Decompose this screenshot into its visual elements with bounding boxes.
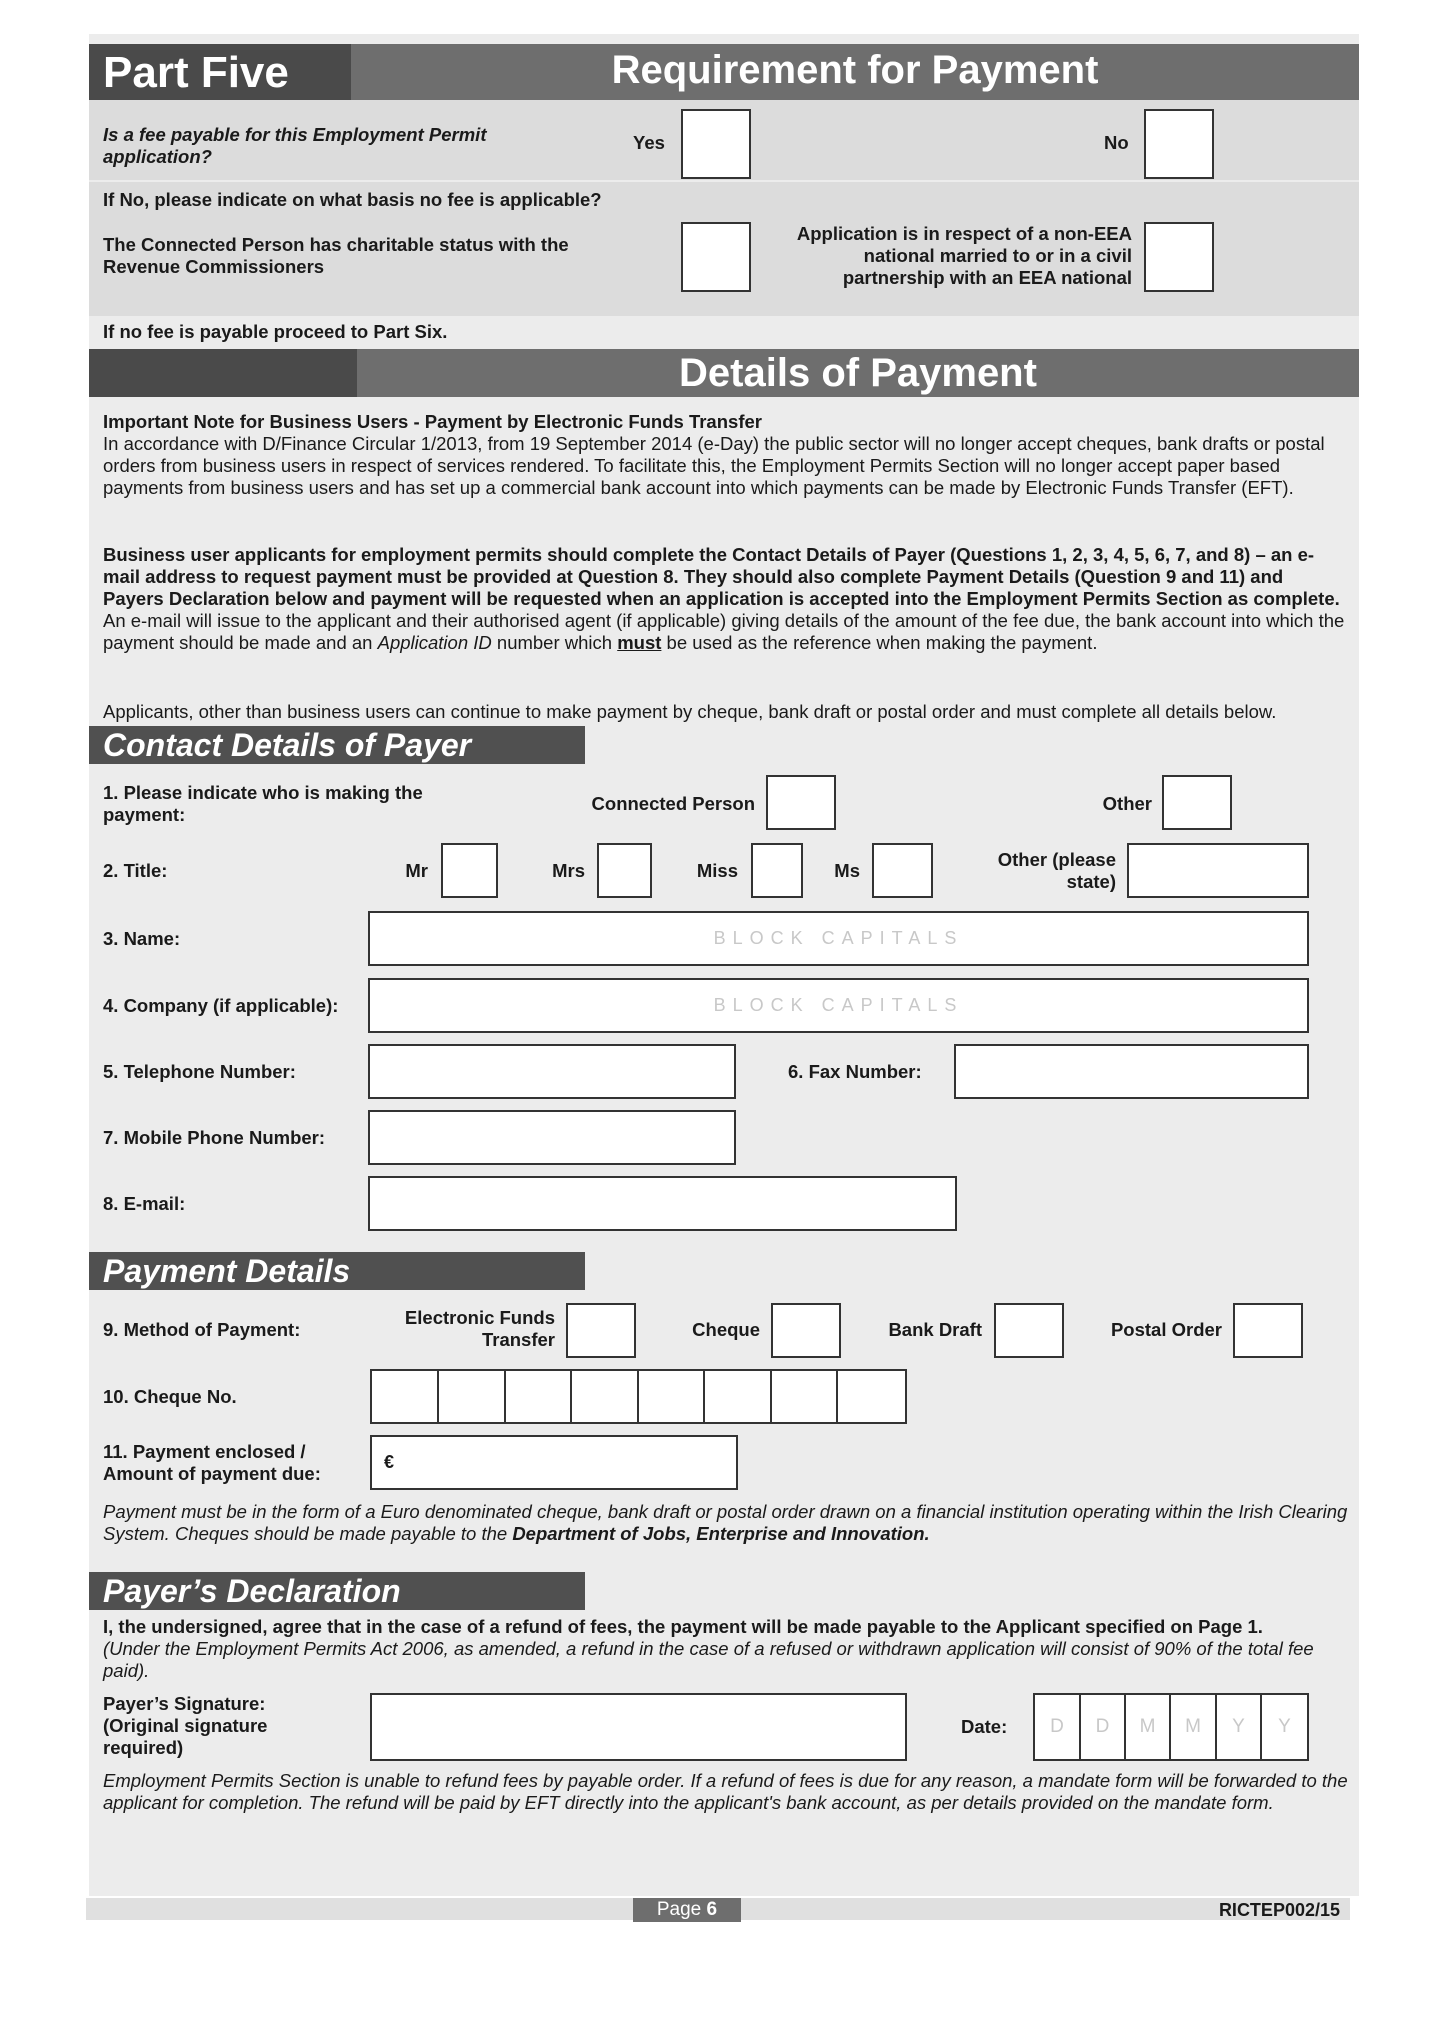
method-draft-checkbox[interactable] — [994, 1303, 1064, 1358]
q10-label: 10. Cheque No. — [103, 1386, 237, 1407]
method-draft-label: Bank Draft — [888, 1319, 982, 1340]
title-mr-checkbox[interactable] — [441, 843, 498, 898]
q1-other-checkbox[interactable] — [1162, 775, 1232, 830]
contact-details-header: Contact Details of Payer — [89, 726, 585, 764]
important-note-para1: In accordance with D/Finance Circular 1/2013, from 19 September 2014 (e-Day) the public sector will no longer accept cheques, bank drafts or postal orders from business users in respect of services rendered. To facilitate this, the Employment Permits Section will no longer accept paper based payments from business users and has set up a commercial bank account into which payments can be made by Electronic Funds Transfer (EFT). — [103, 433, 1325, 498]
important-note-heading: Important Note for Business Users - Payment by Electronic Funds Transfer — [103, 411, 762, 432]
no-fee-basis-question: If No, please indicate on what basis no fee is applicable? — [103, 189, 602, 210]
q7-label: 7. Mobile Phone Number: — [103, 1127, 326, 1148]
title-other-field[interactable] — [1127, 843, 1309, 898]
q1-connected-person-checkbox[interactable] — [766, 775, 836, 830]
payment-note-department: Department of Jobs, Enterprise and Innovation. — [512, 1523, 930, 1544]
fee-no-checkbox[interactable] — [1144, 109, 1214, 179]
q3-label: 3. Name: — [103, 928, 181, 949]
form-code: RICTEP002/15 — [1218, 1900, 1340, 1920]
email-field[interactable] — [368, 1176, 957, 1231]
title-mr-label: Mr — [405, 860, 428, 881]
declaration-statement: I, the undersigned, agree that in the case of a refund of fees, the payment will be made payable to the Applicant specified on Page 1. — [103, 1616, 1263, 1637]
charitable-status-checkbox[interactable] — [681, 222, 751, 292]
cheque-digit-cell — [639, 1371, 705, 1422]
method-eft-label: Electronic Funds Transfer — [404, 1307, 555, 1350]
q11-label: 11. Payment enclosed / Amount of payment due: — [103, 1441, 321, 1484]
para2-text-c: be used as the reference when making the payment. — [661, 632, 1098, 653]
q1-other-label: Other — [1102, 793, 1152, 814]
payment-amount-field[interactable] — [370, 1435, 738, 1490]
method-postal-checkbox[interactable] — [1233, 1303, 1303, 1358]
declaration-header: Payer’s Declaration — [89, 1572, 585, 1610]
date-label: Date: — [961, 1716, 1008, 1737]
cheque-digit-cell — [372, 1371, 439, 1422]
q8-label: 8. E-mail: — [103, 1193, 186, 1214]
date-month-cell: M — [1126, 1695, 1171, 1759]
details-title: Details of Payment — [679, 351, 1037, 395]
fee-yes-checkbox[interactable] — [681, 109, 751, 179]
title-mrs-label: Mrs — [552, 860, 585, 881]
payment-form-note — [103, 1501, 1353, 1545]
method-postal-label: Postal Order — [1110, 1319, 1222, 1340]
para2-bold-text: Business user applicants for employment permits should complete the Contact Details of Payer (Questions 1, 2, 3, 4, 5, 6, 7, and 8) – an e-mail address to request payment must be provided at Question 8. They should also complete Payment Details (Question 9 and 11) and Payers Declaration below and payment will be requested when an application is accepted into the Employment Permits Section as complete. — [103, 544, 1340, 609]
title-miss-checkbox[interactable] — [751, 843, 803, 898]
cheque-digit-cell — [439, 1371, 506, 1422]
title-ms-label: Ms — [834, 860, 860, 881]
fax-field[interactable] — [954, 1044, 1309, 1099]
declaration-act-note: (Under the Employment Permits Act 2006, as amended, a refund in the case of a refused or withdrawn application will consist of 90% of the total fee paid). — [103, 1638, 1314, 1681]
q2-label: 2. Title: — [103, 860, 168, 881]
date-month-cell: M — [1171, 1695, 1217, 1759]
name-placeholder: BLOCK CAPITALS — [713, 928, 964, 948]
cheque-digit-cell — [772, 1371, 838, 1422]
telephone-field[interactable] — [368, 1044, 736, 1099]
name-field[interactable] — [368, 911, 1309, 966]
fee-no-label: No — [1104, 132, 1129, 153]
important-note-para2 — [103, 544, 1348, 654]
para2-text-b: number which — [491, 632, 618, 653]
para2-application-id: Application ID — [377, 632, 492, 653]
date-year-cell: Y — [1217, 1695, 1262, 1759]
cheque-number-field[interactable] — [370, 1369, 907, 1424]
charitable-status-label: The Connected Person has charitable status with the Revenue Commissioners — [103, 234, 569, 277]
payment-details-header: Payment Details — [89, 1252, 585, 1290]
date-year-cell: Y — [1278, 1716, 1291, 1737]
cheque-digit-cell — [572, 1371, 639, 1422]
q4-label: 4. Company (if applicable): — [103, 995, 339, 1016]
method-cheque-label: Cheque — [692, 1319, 760, 1340]
signature-field[interactable] — [370, 1693, 907, 1761]
q5-label: 5. Telephone Number: — [103, 1061, 296, 1082]
title-other-label: Other (please state) — [997, 849, 1116, 892]
q6-label: 6. Fax Number: — [788, 1061, 922, 1082]
important-note-para3: Applicants, other than business users can continue to make payment by cheque, bank draft or postal order and must complete all details below. — [103, 701, 1277, 722]
company-field[interactable] — [368, 978, 1309, 1033]
title-ms-checkbox[interactable] — [872, 843, 933, 898]
mobile-field[interactable] — [368, 1110, 736, 1165]
date-day-cell: D — [1035, 1695, 1081, 1759]
title-mrs-checkbox[interactable] — [597, 843, 652, 898]
payment-note-text: Payment must be in the form of a Euro denominated cheque, bank draft or postal order drawn on a financial institution operating within the Irish Clearing System. Cheques should be made payable to the — [103, 1501, 1348, 1544]
cheque-digit-cell — [506, 1371, 572, 1422]
part-label: Part Five — [103, 48, 289, 97]
method-cheque-checkbox[interactable] — [771, 1303, 841, 1358]
signature-label: Payer’s Signature: (Original signature required) — [103, 1693, 268, 1758]
euro-sign: € — [384, 1452, 395, 1472]
fee-question: Is a fee payable for this Employment Permit application? — [103, 124, 487, 167]
page-word: Page — [656, 1899, 702, 1920]
non-eea-spouse-checkbox[interactable] — [1144, 222, 1214, 292]
part-title: Requirement for Payment — [611, 48, 1099, 92]
non-eea-spouse-label: Application is in respect of a non-EEA national married to or in a civil partnership with an EEA national — [796, 223, 1132, 288]
q1-connected-person-label: Connected Person — [591, 793, 755, 814]
q9-label: 9. Method of Payment: — [103, 1319, 301, 1340]
refund-note: Employment Permits Section is unable to refund fees by payable order. If a refund of fees is due for any reason, a mandate form will be forwarded to the applicant for completion. The refund will be paid by EFT directly into the applicant's bank account, as per details provided on the mandate form. — [103, 1770, 1348, 1813]
company-placeholder: BLOCK CAPITALS — [713, 995, 964, 1015]
details-header-left-bar — [89, 349, 357, 397]
title-miss-label: Miss — [696, 860, 738, 881]
date-field[interactable] — [1033, 1693, 1309, 1761]
fee-yes-label: Yes — [633, 132, 665, 153]
q1-label: 1. Please indicate who is making the payment: — [103, 782, 423, 825]
para2-text-a: An e-mail will issue to the applicant and their authorised agent (if applicable) giving details of the amount of the fee due, the bank account into which the payment should be made and an — [103, 610, 1345, 653]
para2-must: must — [617, 632, 662, 653]
page-number-badge — [633, 1898, 741, 1922]
page-number: 6 — [706, 1899, 718, 1920]
proceed-note: If no fee is payable proceed to Part Six. — [103, 321, 448, 342]
method-eft-checkbox[interactable] — [566, 1303, 636, 1358]
cheque-digit-cell — [705, 1371, 772, 1422]
date-day-cell: D — [1081, 1695, 1126, 1759]
